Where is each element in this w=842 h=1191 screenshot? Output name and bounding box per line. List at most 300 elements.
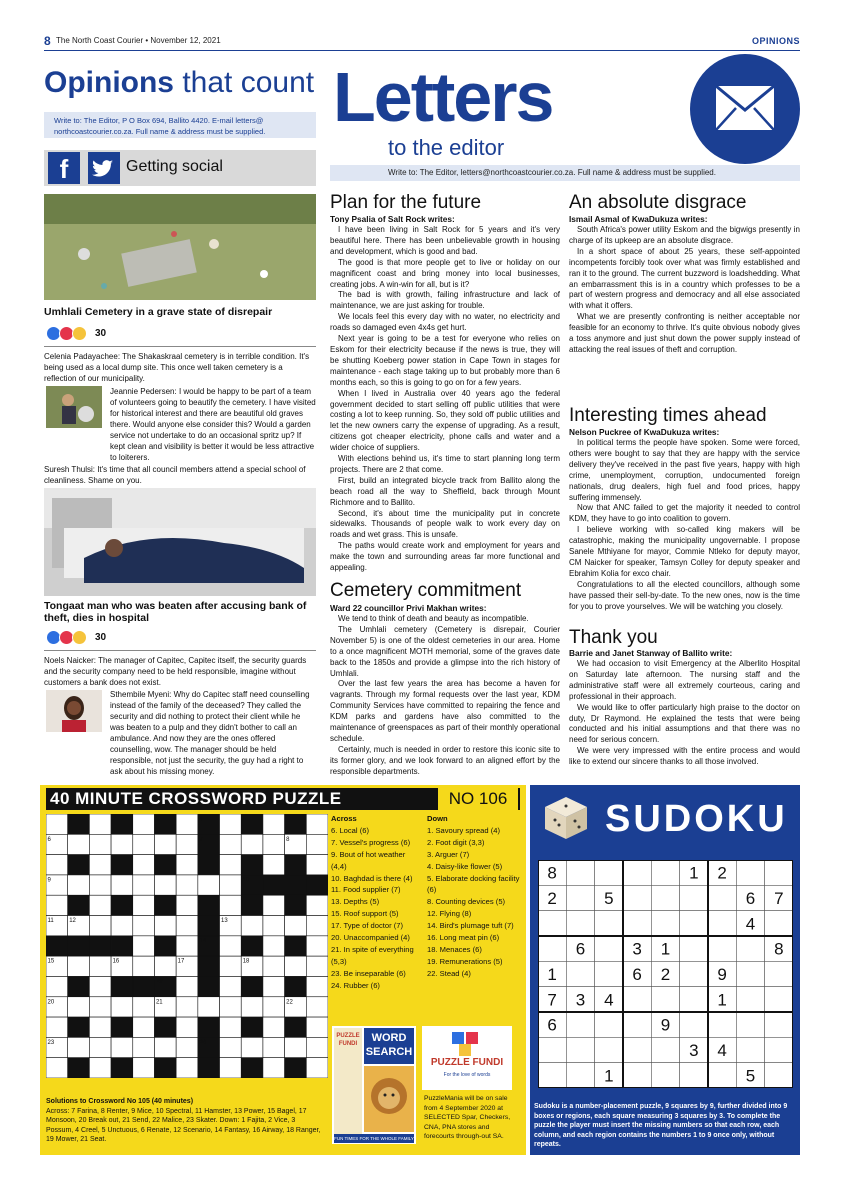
crossword-cell[interactable]: [306, 956, 328, 976]
crossword-cell[interactable]: [306, 814, 328, 834]
clue: 6. Local (6): [331, 825, 369, 835]
crossword-cell[interactable]: [176, 814, 198, 834]
sudoku-cell[interactable]: [765, 1012, 793, 1037]
paragraph: The paths would create work and employment for years and make the town and surrounding areas far more functional and appealing.: [330, 541, 560, 573]
avatar: [46, 386, 102, 428]
paragraph: We had occasion to visit Emergency at the Alberlito Hospital on Saturday late afternoon. The nursing staff and the administrative staff were all extremely courteous, caring and professional in their approach.: [569, 659, 800, 701]
crossword-cell[interactable]: [46, 1058, 68, 1078]
puzzle-fundi-title: PUZZLE FUNDI: [430, 1057, 504, 1068]
sudoku-cell[interactable]: [651, 885, 679, 910]
crossword-cell[interactable]: [241, 1037, 263, 1057]
wow-icon: [72, 630, 87, 645]
crossword-cell[interactable]: [220, 855, 242, 875]
opinions-write-to: Write to: The Editor, P O Box 694, Ballito 4420. E-mail letters@ northcoastcourier.co.za. Full name & address must be supplied.: [44, 112, 316, 138]
crossword-block: [111, 855, 133, 875]
clue: 12. Flying (8): [427, 909, 472, 919]
crossword-block: [285, 855, 307, 875]
across-heading: Across: [331, 814, 357, 823]
crossword-block: [68, 855, 90, 875]
sudoku-cell[interactable]: [623, 987, 651, 1012]
crossword-cell[interactable]: [263, 997, 285, 1017]
paragraph: When I lived in Australia over 40 years ago the federal government decided to start selling off public utilities that were costing a lot to keep running. So, they sold off public utilities and let the new owners carry the expense of upgrading. As a result, citizens got cheaper electricity, phone calls and water and a wider choice of suppliers.: [330, 388, 560, 453]
crossword-cell[interactable]: [154, 916, 176, 936]
crossword-cell[interactable]: [220, 976, 242, 996]
crossword-cell[interactable]: [263, 916, 285, 936]
clue: 5. Elaborate docking facility (6): [427, 873, 520, 895]
crossword-cell[interactable]: [220, 814, 242, 834]
crossword-block: [154, 895, 176, 915]
paragraph: We would like to offer particularly high praise to the doctor on duty, Dr Raymond. He explained the tests that were being conducted and his initial assumptions and that there was no need for serious concern.: [569, 702, 800, 745]
crossword-cell[interactable]: [306, 895, 328, 915]
clue: 13. Depths (5): [331, 897, 380, 907]
letter-body: [569, 659, 800, 768]
divider: [44, 650, 316, 651]
byline: Tony Psalia of Salt Rock writes:: [330, 214, 455, 224]
crossword-cell-number: 9: [47, 877, 51, 884]
clue: 22. Stead (4): [427, 968, 471, 978]
sudoku-cell[interactable]: [623, 1012, 651, 1037]
crossword-cell[interactable]: [133, 936, 155, 956]
headline: Thank you: [569, 627, 658, 648]
crossword-block: [111, 976, 133, 996]
crossword-cell-number: 8: [286, 836, 290, 843]
puzzle-fundi-text: PuzzleMania will be on sale from 4 September 2020 at SELECTED Spar, Checkers, CNA, PNA stores and forecourts through-out SA.: [424, 1095, 511, 1140]
sudoku-cell[interactable]: [651, 987, 679, 1012]
sudoku-cell[interactable]: [566, 911, 594, 936]
crossword-block: [89, 936, 111, 956]
crossword-cell-number: 11: [47, 918, 54, 925]
paragraph: I have been living in Salt Rock for 5 years and it's very beautiful here. There has been unbelievable growth in housing and development, which is good and bad.: [330, 225, 560, 256]
sudoku-cell[interactable]: [736, 1012, 764, 1037]
crossword-cell[interactable]: [306, 976, 328, 996]
crossword-cell[interactable]: [285, 1037, 307, 1057]
crossword-cell[interactable]: [220, 834, 242, 854]
sudoku-cell[interactable]: [736, 860, 764, 885]
crossword-cell[interactable]: [285, 916, 307, 936]
crossword-number: NO 106: [438, 788, 518, 810]
crossword-cell[interactable]: [176, 936, 198, 956]
paragraph: We were very impressed with the entire process and would like to extend our sincere thanks to all those involved.: [569, 746, 800, 767]
crossword-cell[interactable]: [46, 976, 68, 996]
post-caption: Tongaat man who was beaten after accusing bank of theft, dies in hospital: [44, 600, 307, 624]
sudoku-given-digit: 6: [575, 939, 586, 959]
crossword-cell[interactable]: [306, 1058, 328, 1078]
sudoku-given-digit: 7: [547, 990, 557, 1010]
clue: 14. Bird's plumage tuft (7): [427, 921, 514, 931]
sudoku-given-digit: 2: [547, 889, 557, 908]
crossword-cell[interactable]: [176, 997, 198, 1017]
reaction-bar[interactable]: [46, 630, 106, 645]
opinions-title-bold: Opinions: [44, 66, 174, 99]
sudoku-given-digit: 9: [660, 1015, 671, 1035]
getting-social-label: Getting social: [126, 158, 223, 175]
sudoku-cell[interactable]: [595, 1012, 623, 1037]
word-search-ad: [332, 1026, 416, 1144]
sudoku-cell[interactable]: [538, 1037, 566, 1062]
crossword-cell[interactable]: [154, 956, 176, 976]
crossword-block: [306, 875, 328, 895]
crossword-cell-number: 19: [155, 978, 163, 985]
page-header: [44, 34, 800, 51]
crossword-cell[interactable]: [133, 834, 155, 854]
clue: 1. Savoury spread (4): [427, 825, 501, 835]
crossword-block: [154, 936, 176, 956]
crossword-cell[interactable]: [176, 875, 198, 895]
facebook-icon[interactable]: f: [48, 152, 80, 184]
crossword-cell-number: 17: [177, 958, 185, 965]
sudoku-title: SUDOKU: [605, 798, 788, 840]
crossword-cell[interactable]: [220, 1037, 242, 1057]
crossword-cell[interactable]: [306, 936, 328, 956]
clue: 7. Vessel's progress (6): [331, 837, 411, 847]
crossword-cell[interactable]: [68, 834, 90, 854]
sudoku-given-digit: 3: [689, 1041, 699, 1060]
crossword-block: [198, 916, 220, 936]
crossword-cell[interactable]: [68, 1037, 90, 1057]
crossword-cell[interactable]: [133, 1058, 155, 1078]
publication-line: The North Coast Courier • November 12, 2021: [56, 36, 221, 45]
sudoku-cell[interactable]: [623, 885, 651, 910]
crossword-cell[interactable]: [176, 916, 198, 936]
crossword-cell-number: 22: [286, 999, 293, 1006]
crossword-cell-number: 18: [242, 958, 250, 965]
sudoku-cell[interactable]: [765, 860, 793, 885]
crossword-cell[interactable]: [198, 997, 220, 1017]
comment: [110, 689, 316, 777]
crossword-cell[interactable]: [46, 814, 68, 834]
crossword-block: [68, 936, 90, 956]
crossword-cell[interactable]: [176, 976, 198, 996]
crossword-cell[interactable]: [111, 834, 133, 854]
crossword-block: [241, 1017, 263, 1037]
crossword-block: [198, 1017, 220, 1037]
crossword-cell[interactable]: [89, 1017, 111, 1037]
crossword-cell[interactable]: [263, 1017, 285, 1037]
puzzle-fundi-tagline: For the love of words: [443, 1072, 491, 1078]
sudoku-given-digit: 6: [547, 1015, 557, 1035]
crossword-block: [198, 976, 220, 996]
sudoku-given-digit: 1: [660, 939, 671, 959]
crossword-grid[interactable]: [46, 814, 328, 1078]
sudoku-cell[interactable]: [651, 1037, 679, 1062]
sudoku-cell[interactable]: [595, 860, 623, 885]
across-clues: [331, 813, 423, 992]
crossword-cell[interactable]: [133, 1037, 155, 1057]
crossword-cell[interactable]: [220, 997, 242, 1017]
crossword-cell[interactable]: [306, 916, 328, 936]
crossword-cell[interactable]: [89, 895, 111, 915]
crossword-cell[interactable]: [133, 1017, 155, 1037]
crossword-cell[interactable]: [111, 997, 133, 1017]
crossword-cell[interactable]: [154, 834, 176, 854]
sudoku-cell[interactable]: [566, 1063, 594, 1088]
crossword-cell-number: 23: [47, 1039, 55, 1046]
crossword-cell[interactable]: [220, 936, 242, 956]
crossword-cell[interactable]: [263, 834, 285, 854]
clue: 17. Type of doctor (7): [331, 921, 404, 931]
paragraph: South Africa's power utility Eskom and the bigwigs presently in charge of its upkeep are an absolute disgrace.: [569, 225, 800, 245]
crossword-block: [111, 1017, 133, 1037]
paragraph: In political terms the people have spoken. Some were forced, others were bought to say that they are happy with the service delivery they've received in the past five years, happy with high crime, unemployment, corruption, undocumented foreign nationals, drug dealers, high fuel and food prices, happy suffering immensely.: [569, 438, 800, 502]
sudoku-cell[interactable]: [623, 911, 651, 936]
sudoku-cell[interactable]: [566, 860, 594, 885]
wow-icon: [72, 326, 87, 341]
crossword-block: [154, 855, 176, 875]
crossword-block: [241, 855, 263, 875]
crossword-cell[interactable]: [111, 875, 133, 895]
crossword-title: 40 MINUTE CROSSWORD PUZZLE: [50, 789, 342, 808]
crossword-cell[interactable]: [111, 916, 133, 936]
crossword-block: [198, 895, 220, 915]
letter-body: [569, 225, 800, 356]
crossword-cell[interactable]: [241, 916, 263, 936]
crossword-cell[interactable]: [133, 855, 155, 875]
crossword-cell-number: 12: [69, 918, 76, 925]
post-caption: Umhlali Cemetery in a grave state of disrepair: [44, 306, 273, 318]
headline: Plan for the future: [330, 192, 482, 213]
sudoku-cell[interactable]: [538, 936, 566, 961]
ad-footer: FUN TIMES FOR THE WHOLE FAMILY: [334, 1136, 414, 1141]
reaction-count: 30: [95, 328, 107, 339]
solutions-text: Across: 7 Farina, 8 Renter, 9 Mice, 10 Spectral, 11 Hamster, 13 Power, 15 Bagel, 17 Monsoon, 20 Break out, 21 Send, 22 Malice, 23 Skater. Down: 1 Fajita, 2 Vice, 3 Possum, 4 Creel, 5 Unctuous, 6 Renate, 12 Scenario, 14 Fantasy, 16 Airway, 18 Ranger, 19 Mower, 21 Seat.: [46, 1107, 321, 1143]
opinions-title-rest: that count: [174, 66, 315, 99]
crossword-block: [133, 976, 155, 996]
crossword-cell[interactable]: [68, 875, 90, 895]
clue: 16. Long meat pin (6): [427, 933, 500, 943]
sudoku-cell[interactable]: [538, 911, 566, 936]
crossword-cell[interactable]: [263, 976, 285, 996]
avatar: [46, 690, 102, 732]
reaction-bar[interactable]: [46, 326, 106, 341]
crossword-cell[interactable]: [241, 834, 263, 854]
sudoku-cell[interactable]: [708, 1063, 736, 1088]
crossword-cell-number: 15: [47, 958, 55, 965]
crossword-cell[interactable]: [176, 855, 198, 875]
twitter-icon[interactable]: [88, 152, 120, 184]
cemetery-photo: [44, 194, 316, 300]
crossword-cell[interactable]: [263, 855, 285, 875]
letter-body: [569, 438, 800, 613]
crossword-cell[interactable]: [111, 1037, 133, 1057]
paragraph: Second, it's about time the municipality put in concrete sidewalks. Thousands of people walk to work every day on roads and wet grass. This is unsafe.: [330, 508, 560, 540]
comment: Suresh Thulsi: It's time that all council members attend a special school of cleanliness. Shame on you.: [44, 465, 306, 485]
crossword-cell[interactable]: [89, 814, 111, 834]
paragraph: With elections behind us, it's time to start planning long term projects. There are 2 that come.: [330, 454, 560, 474]
crossword-cell[interactable]: [89, 875, 111, 895]
dice-icon: [541, 793, 591, 843]
crossword-cell[interactable]: [306, 997, 328, 1017]
clue: 18. Menaces (6): [427, 944, 482, 954]
crossword-cell[interactable]: [68, 997, 90, 1017]
sudoku-cell[interactable]: [680, 936, 708, 961]
crossword-cell[interactable]: [306, 1037, 328, 1057]
clue: 9. Bout of hot weather (4,4): [331, 849, 406, 871]
sudoku-cell[interactable]: [765, 1037, 793, 1062]
crossword-cell[interactable]: [176, 895, 198, 915]
sudoku-cell[interactable]: [595, 1037, 623, 1062]
crossword-cell[interactable]: [220, 875, 242, 895]
byline: Ismail Asmal of KwaDukuza writes:: [569, 214, 708, 224]
sudoku-cell[interactable]: [623, 1063, 651, 1088]
sudoku-cell[interactable]: [595, 961, 623, 986]
crossword-cell[interactable]: [263, 895, 285, 915]
crossword-cell[interactable]: [89, 916, 111, 936]
clue: 23. Be inseparable (6): [331, 968, 406, 978]
crossword-cell-number: 6: [47, 836, 51, 843]
clue: 21. In spite of everything (5,3): [331, 944, 414, 966]
crossword-cell[interactable]: [263, 956, 285, 976]
sudoku-cell[interactable]: [680, 1063, 708, 1088]
crossword-cell[interactable]: [241, 997, 263, 1017]
sudoku-given-digit: 1: [547, 965, 557, 984]
sudoku-cell[interactable]: [623, 1037, 651, 1062]
sudoku-cell[interactable]: [736, 987, 764, 1012]
byline: Ward 22 councillor Privi Makhan writes:: [330, 603, 487, 613]
crossword-solutions: [46, 1097, 324, 1145]
crossword-block: [241, 936, 263, 956]
sudoku-cell[interactable]: [680, 1012, 708, 1037]
sudoku-given-digit: 8: [547, 863, 557, 883]
sudoku-cell[interactable]: [680, 987, 708, 1012]
crossword-cell[interactable]: [176, 1058, 198, 1078]
crossword-cell[interactable]: [89, 956, 111, 976]
sudoku-given-digit: 3: [575, 990, 586, 1010]
sudoku-given-digit: 8: [774, 939, 784, 959]
crossword-cell[interactable]: [133, 814, 155, 834]
clue: 11. Food supplier (7): [331, 885, 401, 895]
crossword-cell[interactable]: [176, 1017, 198, 1037]
sudoku-cell[interactable]: [566, 885, 594, 910]
crossword-cell[interactable]: [306, 855, 328, 875]
crossword-block: [241, 976, 263, 996]
crossword-cell[interactable]: [89, 834, 111, 854]
sudoku-cell[interactable]: [623, 860, 651, 885]
letters-subtitle: to the editor: [388, 135, 505, 160]
comment: Celenia Padayachee: The Shakaskraal cemetery is in terrible condition. It's being used as a local dump site. This once well taken cemetery is a reflection of our municipality.: [44, 352, 310, 383]
sudoku-cell[interactable]: [651, 911, 679, 936]
crossword-cell[interactable]: [89, 1058, 111, 1078]
sudoku-given-digit: 7: [774, 889, 784, 908]
sudoku-cell[interactable]: [595, 936, 623, 961]
crossword-cell[interactable]: [154, 1037, 176, 1057]
crossword-cell[interactable]: [263, 1058, 285, 1078]
crossword-cell-number: 1: [69, 816, 73, 823]
sudoku-given-digit: 1: [717, 990, 727, 1010]
crossword-cell[interactable]: [220, 1017, 242, 1037]
crossword-cell-number: 20: [47, 999, 55, 1006]
sudoku-cell[interactable]: [680, 885, 708, 910]
crossword-cell[interactable]: [89, 855, 111, 875]
paragraph: Certainly, much is needed in order to restore this iconic site to its former glory, and we look forward to an aligned effort by the responsible departments.: [330, 744, 560, 776]
sudoku-cell[interactable]: [708, 1012, 736, 1037]
crossword-cell-number: 13: [221, 918, 228, 925]
crossword-cell-number: 2: [112, 816, 116, 823]
crossword-block: [285, 875, 307, 895]
paragraph: Now that ANC failed to get the majority it needed to control KDM, they have to go into coalition to govern.: [569, 503, 800, 524]
sudoku-cell[interactable]: [708, 885, 736, 910]
crossword-cell-number: 21: [155, 999, 163, 1006]
sudoku-cell[interactable]: [595, 911, 623, 936]
crossword-cell[interactable]: [46, 895, 68, 915]
sudoku-cell[interactable]: [765, 1063, 793, 1088]
crossword-cell[interactable]: [176, 1037, 198, 1057]
clue: 10. Baghdad is there (4): [331, 873, 413, 883]
crossword-cell[interactable]: [176, 834, 198, 854]
sudoku-cell[interactable]: [566, 1012, 594, 1037]
crossword-cell[interactable]: [306, 1017, 328, 1037]
crossword-cell[interactable]: [89, 976, 111, 996]
crossword-cell[interactable]: [263, 814, 285, 834]
getting-social-bar: [44, 150, 316, 186]
sudoku-cell[interactable]: [736, 1037, 764, 1062]
paragraph: First, build an integrated bicycle track from Ballito along the beach road all the way to Sheffield, back through Mount Richmore and to Ballito.: [330, 475, 560, 507]
ad-brand: PUZZLE FUNDI: [334, 1028, 362, 1138]
crossword-cell[interactable]: [133, 956, 155, 976]
crossword-cell[interactable]: [220, 956, 242, 976]
sudoku-cell[interactable]: [538, 1063, 566, 1088]
crossword-cell[interactable]: [46, 855, 68, 875]
clue: 2. Foot digit (3,3): [427, 837, 485, 847]
sudoku-cell[interactable]: [765, 961, 793, 986]
sudoku-given-digit: 9: [717, 965, 727, 984]
clue: 8. Counting devices (5): [427, 897, 506, 907]
sudoku-cell[interactable]: [680, 911, 708, 936]
crossword-title-bar: [46, 788, 520, 810]
sudoku-cell[interactable]: [566, 1037, 594, 1062]
sudoku-cell[interactable]: [736, 936, 764, 961]
crossword-cell[interactable]: [263, 1037, 285, 1057]
comment-text: Jeannie Pedersen: I would be happy to be part of a team of volunteers going to beautify the cemetery. I have visited for historical interest and there are beautiful old graves there. Would anyone else consider this? Would a garden service not undertake to do an occasional spritz up? If kept clean and visibility is better it would be less attractive to loiterers.: [110, 387, 316, 462]
crossword-cell[interactable]: [89, 1037, 111, 1057]
crossword-cell[interactable]: [198, 875, 220, 895]
byline: Nelson Puckree of KwaDukuza writes:: [569, 427, 720, 437]
sudoku-cell[interactable]: [736, 961, 764, 986]
sudoku-cell[interactable]: [680, 961, 708, 986]
crossword-block: [285, 936, 307, 956]
sudoku-cell[interactable]: [651, 860, 679, 885]
crossword-cell[interactable]: [263, 936, 285, 956]
crossword-cell[interactable]: [306, 834, 328, 854]
crossword-cell[interactable]: [133, 875, 155, 895]
crossword-cell-number: 7: [199, 836, 203, 843]
letters-title: Letters: [333, 58, 553, 136]
sudoku-cell[interactable]: [651, 1063, 679, 1088]
sudoku-cell[interactable]: [765, 987, 793, 1012]
solutions-title: Solutions to Crossword No 105 (40 minutes): [46, 1098, 194, 1105]
crossword-cell[interactable]: [154, 875, 176, 895]
crossword-cell[interactable]: [133, 916, 155, 936]
crossword-cell[interactable]: [46, 1017, 68, 1037]
crossword-cell[interactable]: [285, 956, 307, 976]
crossword-cell[interactable]: [220, 1058, 242, 1078]
crossword-cell[interactable]: [220, 895, 242, 915]
crossword-cell-number: 16: [112, 958, 120, 965]
sudoku-cell[interactable]: [708, 911, 736, 936]
sudoku-cell[interactable]: [765, 911, 793, 936]
sudoku-cell[interactable]: [708, 936, 736, 961]
crossword-cell[interactable]: [133, 997, 155, 1017]
clue: 24. Rubber (6): [331, 980, 380, 990]
crossword-cell[interactable]: [133, 895, 155, 915]
down-heading: Down: [427, 814, 448, 823]
sudoku-cell[interactable]: [566, 961, 594, 986]
opinions-title: [44, 68, 314, 98]
crossword-block: [285, 1058, 307, 1078]
sudoku-given-digit: 5: [745, 1066, 756, 1086]
sudoku-grid[interactable]: [538, 860, 793, 1088]
crossword-cell[interactable]: [89, 997, 111, 1017]
crossword-cell[interactable]: [68, 956, 90, 976]
